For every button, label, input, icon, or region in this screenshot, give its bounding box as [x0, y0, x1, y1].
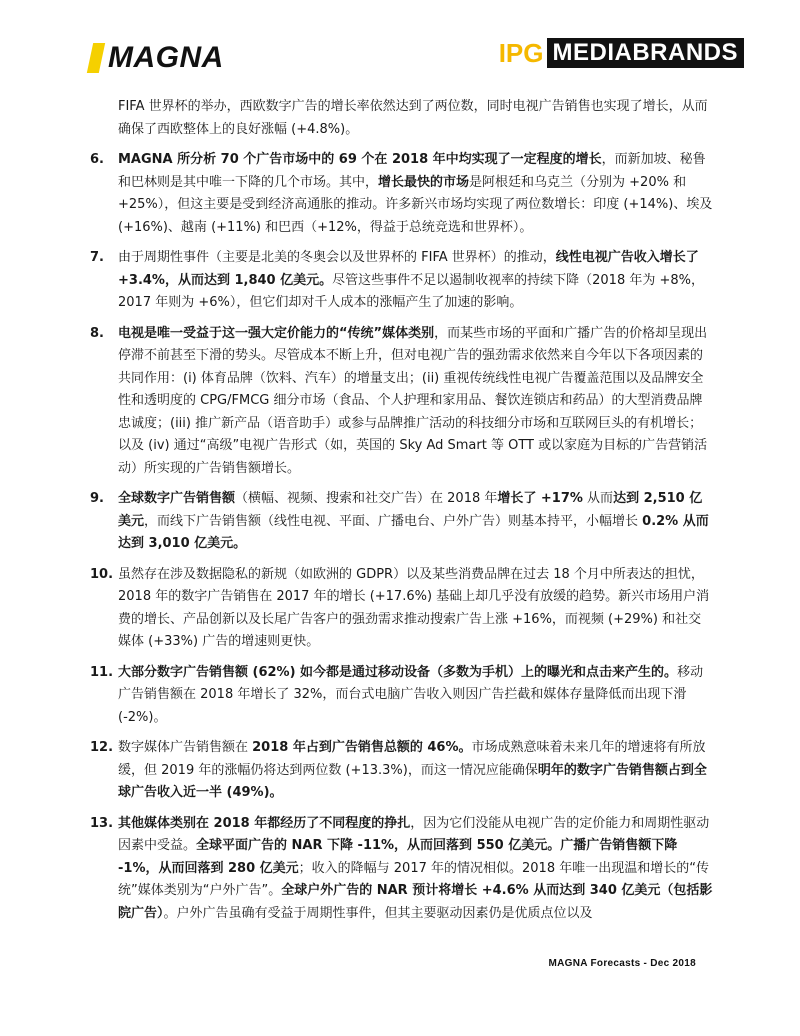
document-body	[90, 96, 714, 933]
bold-text: 全球平面广告的 NAR 下降 -11%，从而回落到 550 亿美元。广播广告销售额下降 -1%，从而回落到 280 亿美元	[118, 838, 678, 876]
text-segment: ；收入的降幅与 2017 年的情况相似。2018 年唯一出现温和增长的“传统”媒体类别为“户外广告”。	[118, 860, 709, 898]
bold-text: 0.2% 从而达到 3,010 亿美元。	[118, 513, 709, 551]
list-item-text	[118, 737, 714, 805]
list-item	[90, 149, 714, 239]
bold-text: 全球户外广告的 NAR 预计将增长 +4.6% 从而达到 340 亿美元（包括影院广告）	[118, 883, 713, 921]
text-segment: 尽管这些事件不足以遏制收视率的持续下降（2018 年为 +8%，2017 年则为 +6%），但它们却对千人成本的涨幅产生了加速的影响。	[118, 272, 704, 310]
text-segment: 。户外广告虽确有受益于周期性事件，但其主要驱动因素仍是优质点位以及	[163, 905, 593, 921]
bold-text: MAGNA 所分析 70 个广告市场中的 69 个在 2018 年中均实现了一定程度的增长	[118, 152, 602, 167]
list-item-number: 12.	[90, 740, 114, 755]
list-item-number: 8.	[90, 325, 104, 341]
text-segment: 是阿根廷和乌克兰（分别为 +20% 和 +25%），但这主要是受到经济高通胀的推动。许多新兴市场均实现了两位数增长：印度 (+14%)、埃及 (+16%)、越南 (+11%) 和巴西（+12%，得益于总统竞选和世界杯）。	[118, 174, 713, 235]
list-item-number: 11.	[90, 664, 114, 680]
list-item	[90, 323, 714, 481]
list-item-text	[118, 149, 714, 239]
text-segment: 从而	[582, 491, 614, 506]
list-item-text	[118, 564, 714, 654]
list-item	[90, 488, 714, 556]
list-item	[90, 662, 714, 730]
list-item-number: 7.	[90, 250, 104, 265]
bold-text: 大部分数字广告销售额 (62%) 如今都是通过移动设备（多数为手机）上的曝光和点击来产生的。	[118, 664, 678, 680]
bold-text: 线性电视广告收入增长了 +3.4%，从而达到 1,840 亿美元。	[118, 250, 699, 288]
magna-logo-mark-icon	[87, 43, 105, 73]
bold-text: 2018 年占到广告销售总额的 46%。	[252, 740, 472, 755]
text-segment: ，而新加坡、秘鲁和巴林则是其中唯一下降的几个市场。其中，	[118, 152, 706, 190]
text-segment: ，因为它们没能从电视广告的定价能力和周期性驱动因素中受益。	[118, 815, 710, 853]
text-segment: 市场成熟意味着未来几年的增速将有所放缓，但 2019 年的涨幅仍将达到两位数 (+13.3%)，而这一情况应能确保	[118, 740, 706, 778]
text-segment: ，而线下广告销售额（线性电视、平面、广播电台、户外广告）则基本持平，小幅增长	[144, 513, 643, 529]
bold-text: 全球数字广告销售额	[118, 491, 236, 506]
list-item-number: 13.	[90, 815, 114, 831]
bold-text: 增长了 +17%	[497, 491, 583, 506]
text-segment: 移动广告销售额在 2018 年增长了 32%，而台式电脑广告收入则因广告拦截和媒体存量降低而出现下滑 (-2%)。	[118, 664, 704, 725]
list-item	[90, 564, 714, 654]
bold-text: 达到 2,510 亿美元	[118, 491, 703, 529]
list-item-number: 9.	[90, 491, 104, 506]
text-segment: 虽然存在涉及数据隐私的新规（如欧洲的 GDPR）以及某些消费品牌在过去 18 个月中所表达的担忧，2018 年的数字广告销售在 2017 年的增长 (+17.6%) 基础上却几乎没有放缓的趋势。新兴市场用户消费的增长、产品创新以及长尾广告客户的强劲需求推动搜索广告上涨 +16%，而视频 (+29%) 和社交媒体 (+33%) 广告的增速则更快。	[118, 566, 710, 649]
bold-text: 其他媒体类别在 2018 年都经历了不同程度的挣扎	[118, 815, 411, 831]
text-segment: ，而某些市场的平面和广播广告的价格却呈现出停滞不前甚至下滑的势头。尽管成本不断上升，但对电视广告的强劲需求依然来自今年以下各项因素的共同作用：(i) 体育品牌（饮料、汽车）的增量支出；(ii) 重视传统线性电视广告覆盖范围以及品牌安全性和透明度的 CPG/FMCG 细分市场（食品、个人护理和家用品、餐饮连锁店和药品）的大型消费品牌忠诚度；(iii) 推广新产品（语音助手）或参与品牌推广活动的科技细分市场和互联网巨头的有机增长；以及 (iv) 通过“高级”电视广告形式（如，英国的 Sky Ad Smart 等 OTT 或以家庭为目标的广告营销活动）所实现的广告销售额增长。	[118, 325, 708, 476]
list-item	[90, 247, 714, 315]
magna-logo	[90, 42, 224, 74]
list-item-text	[118, 662, 714, 730]
list-item	[90, 813, 714, 926]
magna-logo-text: MAGNA	[108, 41, 224, 74]
ipg-mediabrands-logo	[499, 38, 744, 68]
ipg-logo-text: IPG	[498, 38, 544, 68]
list-item	[90, 737, 714, 805]
text-segment: 数字媒体广告销售额在	[118, 740, 253, 755]
bold-text: 电视是唯一受益于这一强大定价能力的“传统”媒体类别	[118, 325, 435, 341]
text-segment: 由于周期性事件（主要是北美的冬奥会以及世界杯的 FIFA 世界杯）的推动，	[118, 250, 556, 265]
bold-text: 明年的数字广告销售额占到全球广告收入近一半 (49%)。	[118, 762, 707, 800]
list-item-number: 6.	[90, 152, 104, 167]
list-item-text	[118, 813, 714, 926]
list-item-text	[118, 488, 714, 556]
list-item-text	[118, 247, 714, 315]
list-item-text	[118, 323, 714, 481]
bold-text: 增长最快的市场	[378, 174, 470, 190]
page-footer: MAGNA Forecasts - Dec 2018	[548, 958, 696, 969]
text-segment: （横幅、视频、搜索和社交广告）在 2018 年	[235, 491, 498, 506]
list-item-number: 10.	[90, 566, 114, 582]
intro-paragraph: FIFA 世界杯的举办，西欧数字广告的增长率依然达到了两位数，同时电视广告销售也实现了增长，从而确保了西欧整体上的良好涨幅 (+4.8%)。	[118, 99, 708, 137]
numbered-list	[90, 149, 714, 925]
mediabrands-logo-text: MEDIABRANDS	[547, 38, 745, 68]
